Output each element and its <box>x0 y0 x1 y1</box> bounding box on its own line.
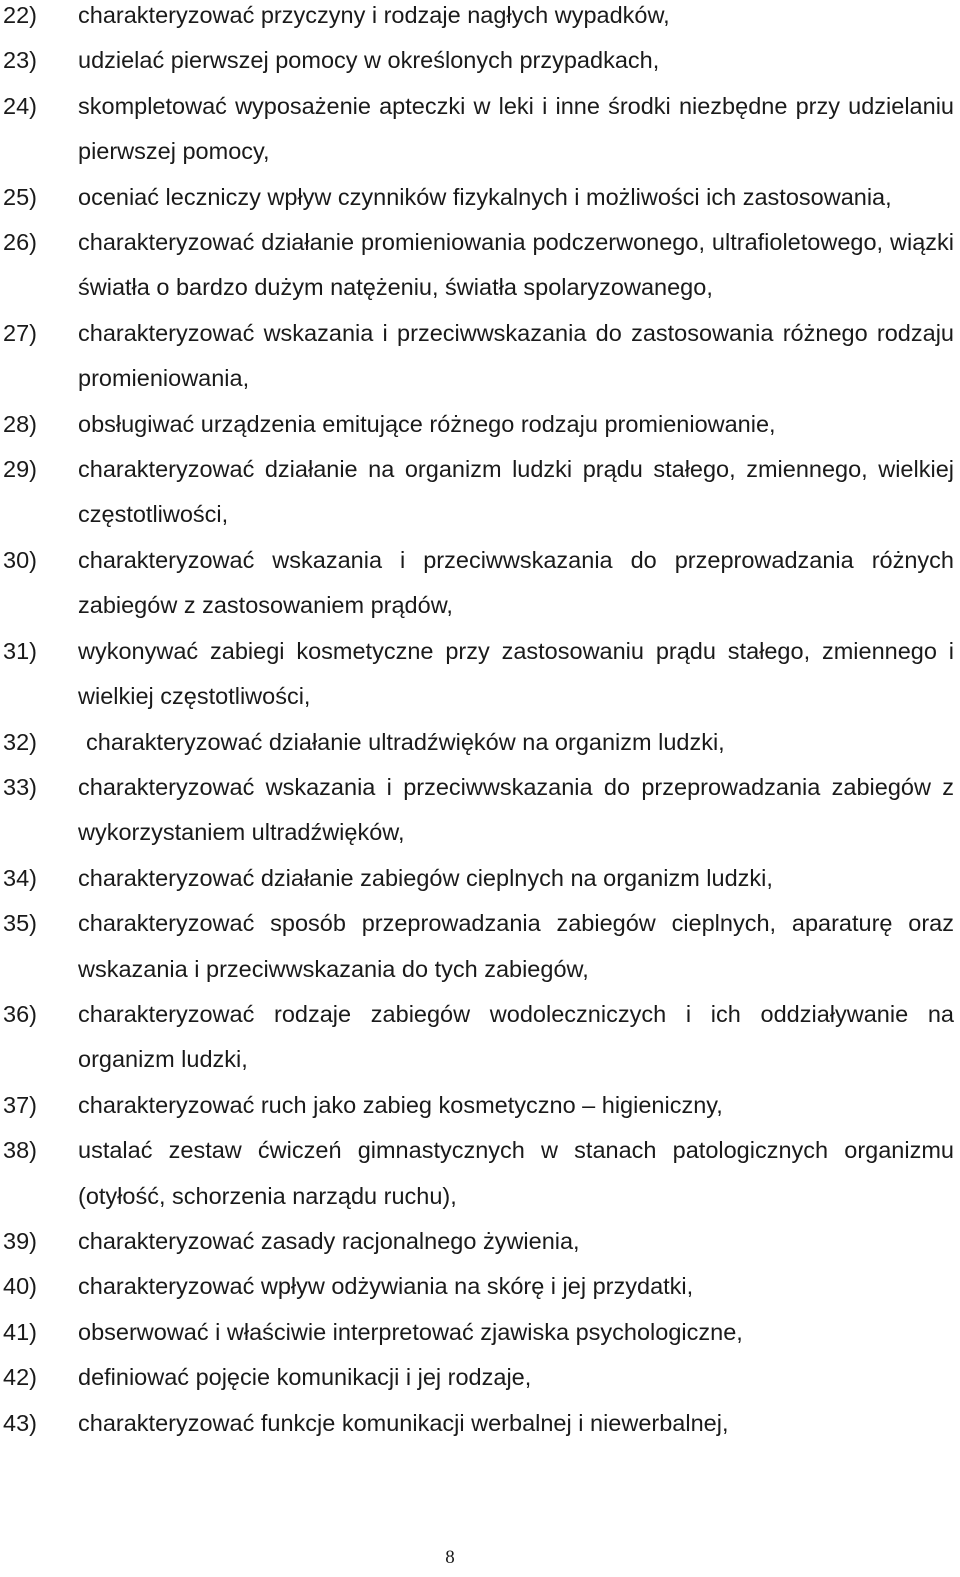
list-item-number: 30) <box>3 546 37 573</box>
list-item <box>0 1264 954 1309</box>
list-item <box>0 538 954 629</box>
list-item-text: charakteryzować wpływ odżywiania na skórę i jej przydatki, <box>78 1273 694 1300</box>
list-item-text: charakteryzować rodzaje zabiegów wodoleczniczych i ich oddziaływanie na organizm ludzki, <box>78 1000 954 1073</box>
list-item-text: udzielać pierwszej pomocy w określonych przypadkach, <box>78 47 660 74</box>
list-item <box>0 0 954 38</box>
list-item-number: 40) <box>3 1273 37 1300</box>
list-item-number: 26) <box>3 229 37 256</box>
list-item-number: 31) <box>3 637 37 664</box>
list-item <box>0 1083 954 1128</box>
list-item <box>0 1401 954 1446</box>
list-item-number: 34) <box>3 864 37 891</box>
list-item-number: 32) <box>3 728 37 755</box>
list-item-text: charakteryzować wskazania i przeciwwskazania do przeprowadzania różnych zabiegów z zastosowaniem prądów, <box>78 546 954 619</box>
list-item <box>0 856 954 901</box>
list-item-text: charakteryzować przyczyny i rodzaje nagłych wypadków, <box>78 2 670 28</box>
list-item-number: 36) <box>3 1000 37 1027</box>
list-item <box>0 402 954 447</box>
list-item-text: charakteryzować działanie na organizm ludzki prądu stałego, zmiennego, wielkiej częstotliwości, <box>78 456 954 528</box>
list-item-number: 28) <box>3 410 37 437</box>
list-item-number: 37) <box>3 1091 37 1118</box>
list-item-text: charakteryzować funkcje komunikacji werbalnej i niewerbalnej, <box>78 1409 729 1436</box>
list-item-number: 38) <box>3 1137 37 1164</box>
list-item <box>0 765 954 856</box>
list-item <box>0 447 954 538</box>
list-item <box>0 1219 954 1264</box>
list-item-text: charakteryzować sposób przeprowadzania zabiegów cieplnych, aparaturę oraz wskazania i przeciwwskazania do tych zabiegów, <box>78 910 954 982</box>
list-item <box>0 311 954 402</box>
list-item <box>0 720 954 765</box>
list-item-number: 35) <box>3 910 37 937</box>
list-item <box>0 1310 954 1355</box>
list-item <box>0 84 954 175</box>
list-item-text: obserwować i właściwie interpretować zjawiska psychologiczne, <box>78 1318 743 1345</box>
list-item-number: 22) <box>3 2 37 28</box>
list-item-number: 33) <box>3 773 37 800</box>
list-item-number: 42) <box>3 1364 37 1391</box>
list-item-text: charakteryzować wskazania i przeciwwskazania do zastosowania różnego rodzaju promieniowania, <box>78 319 954 392</box>
list-item <box>0 629 954 720</box>
list-item-number: 29) <box>3 456 37 483</box>
list-item-number: 25) <box>3 183 37 210</box>
list-item-text: oceniać leczniczy wpływ czynników fizykalnych i możliwości ich zastosowania, <box>78 183 892 210</box>
list-item <box>0 220 954 311</box>
list-item <box>0 175 954 220</box>
list-item <box>0 992 954 1083</box>
list-item-text: charakteryzować ruch jako zabieg kosmetyczno – higieniczny, <box>78 1091 723 1118</box>
list-item-text: definiować pojęcie komunikacji i jej rodzaje, <box>78 1364 532 1391</box>
list-item-text: ustalać zestaw ćwiczeń gimnastycznych w stanach patologicznych organizmu (otyłość, schorzenia narządu ruchu), <box>78 1137 954 1209</box>
list-item-text: charakteryzować wskazania i przeciwwskazania do przeprowadzania zabiegów z wykorzystaniem ultradźwięków, <box>78 773 954 846</box>
list-item-number: 24) <box>3 92 37 119</box>
list-item-text: charakteryzować działanie zabiegów cieplnych na organizm ludzki, <box>78 864 773 891</box>
list-item-number: 23) <box>3 47 37 74</box>
list-item-text: charakteryzować działanie ultradźwięków na organizm ludzki, <box>86 728 725 755</box>
list-item-number: 43) <box>3 1409 37 1436</box>
list-item <box>0 901 954 992</box>
page-number: 8 <box>445 1547 455 1568</box>
list-item-text: skompletować wyposażenie apteczki w leki i inne środki niezbędne przy udzielaniu pierwszej pomocy, <box>78 92 954 165</box>
list-item-text: wykonywać zabiegi kosmetyczne przy zastosowaniu prądu stałego, zmiennego i wielkiej częstotliwości, <box>78 637 954 710</box>
list-item-number: 41) <box>3 1318 37 1345</box>
list-item-text: charakteryzować działanie promieniowania podczerwonego, ultrafioletowego, wiązki światła o bardzo dużym natężeniu, światła spolaryzowanego, <box>78 229 954 301</box>
list-item-number: 39) <box>3 1227 37 1254</box>
list-item-text: charakteryzować zasady racjonalnego żywienia, <box>78 1227 580 1254</box>
list-item <box>0 38 954 83</box>
list-item-text: obsługiwać urządzenia emitujące różnego rodzaju promieniowanie, <box>78 410 776 437</box>
list-item <box>0 1355 954 1400</box>
list-item <box>0 1128 954 1219</box>
list-item-number: 27) <box>3 319 37 346</box>
